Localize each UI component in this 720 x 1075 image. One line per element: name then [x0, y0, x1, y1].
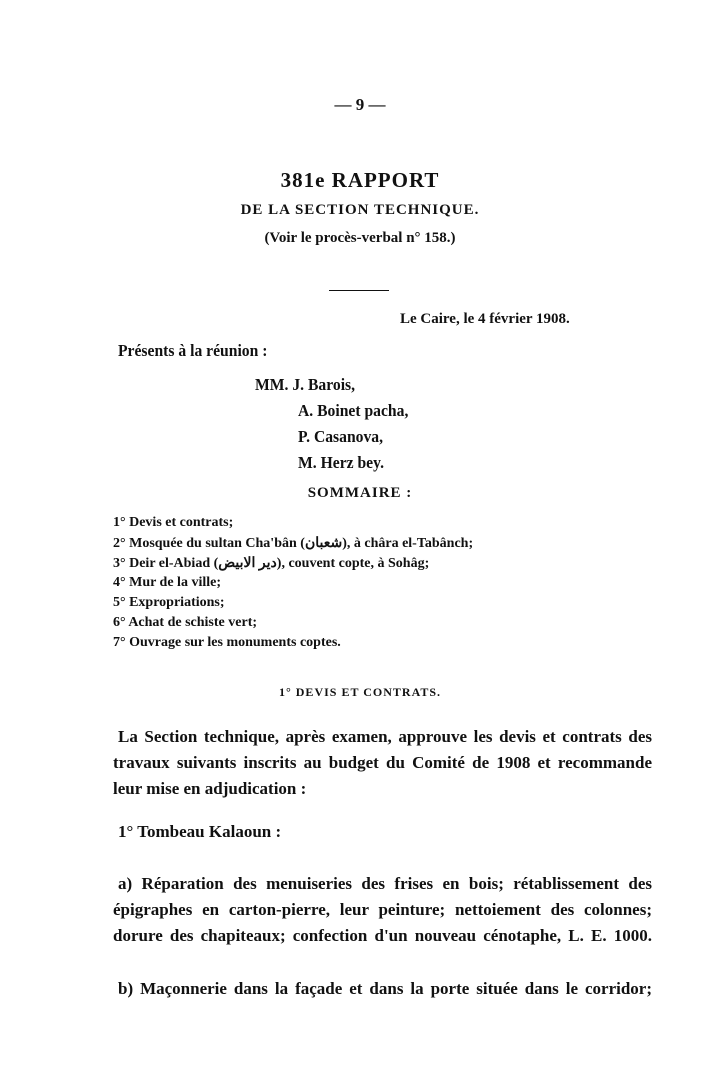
summary-item: 4° Mur de la ville;	[113, 575, 221, 590]
report-reference: (Voir le procès-verbal n° 158.)	[264, 230, 456, 246]
paragraph-line: leur mise en adjudication :	[113, 779, 307, 798]
item-a-line: épigraphes en carton-pierre, leur peinture; nettoiement des colonnes;	[113, 900, 652, 919]
summary-item: 5° Expropriations;	[113, 595, 225, 610]
paragraph-line: La Section technique, après examen, approuve les devis et contrats des	[118, 727, 652, 746]
item-b-line: b) Maçonnerie dans la façade et dans la porte située dans le corridor;	[118, 979, 652, 998]
summary-heading: SOMMAIRE :	[307, 485, 413, 501]
item-a-line: a) Réparation des menuiseries des frises en bois; rétablissement des	[118, 874, 652, 893]
present-label: Présents à la réunion :	[118, 341, 268, 360]
divider	[329, 290, 389, 291]
summary-item: 2° Mosquée du sultan Cha'bân (شعبان), à châra el-Tabânch;	[113, 536, 474, 551]
item-a-line: dorure des chapiteaux; confection d'un nouveau cénotaphe, L. E. 1000.	[113, 926, 652, 945]
page-number: — 9 —	[334, 95, 386, 114]
place-date: Le Caire, le 4 février 1908.	[400, 311, 570, 327]
report-subtitle: DE LA SECTION TECHNIQUE.	[240, 202, 480, 218]
attendee: MM. J. Barois,	[255, 375, 356, 394]
report-title: 381e RAPPORT	[280, 168, 440, 192]
summary-item: 1° Devis et contrats;	[113, 515, 234, 530]
attendee: A. Boinet pacha,	[298, 401, 409, 420]
summary-item: 3° Deir el-Abiad (دير الابيض), couvent copte, à Sohâg;	[113, 556, 430, 571]
section-heading: 1° DEVIS ET CONTRATS.	[278, 685, 442, 699]
attendee: P. Casanova,	[298, 427, 384, 446]
summary-item: 7° Ouvrage sur les monuments coptes.	[113, 635, 341, 650]
summary-item: 6° Achat de schiste vert;	[113, 615, 258, 630]
paragraph-line: travaux suivants inscrits au budget du Comité de 1908 et recommande	[113, 753, 652, 772]
item-heading: 1° Tombeau Kalaoun :	[118, 822, 282, 841]
attendee: M. Herz bey.	[298, 453, 384, 472]
